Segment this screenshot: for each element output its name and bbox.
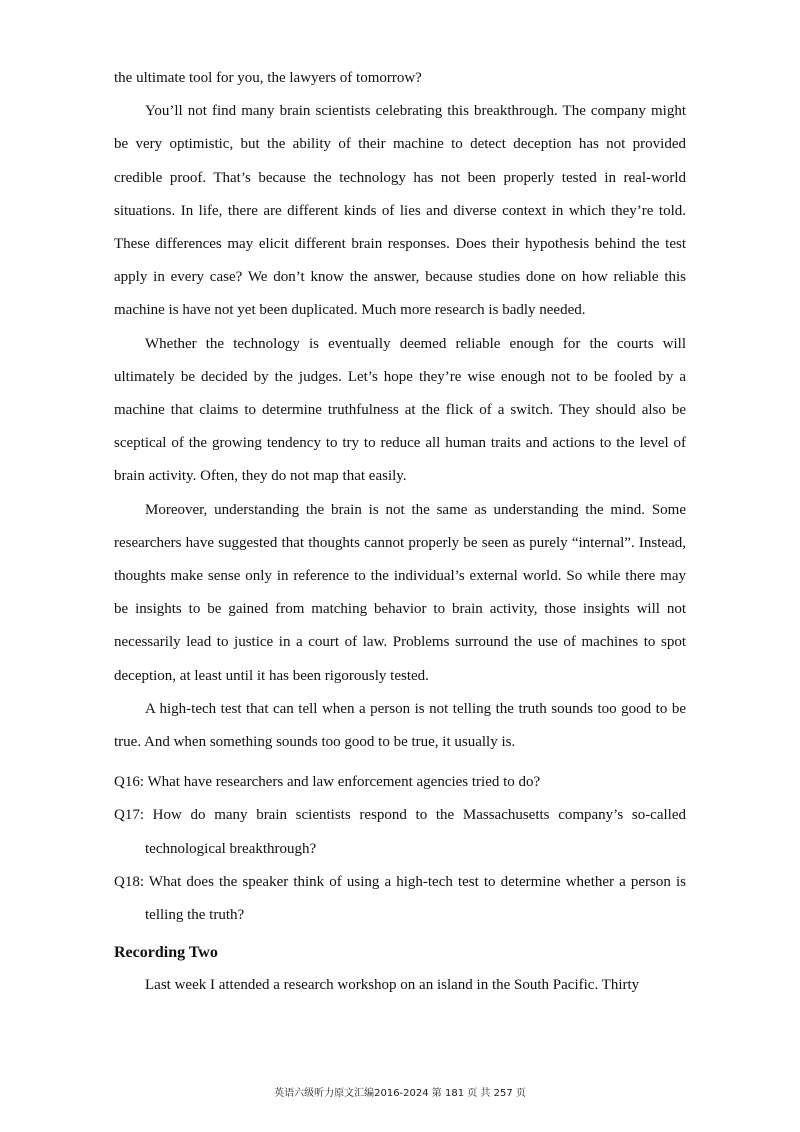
paragraph-mind: Moreover, understanding the brain is not the same as understanding the mind. Some researchers have suggested that thoughts cannot properly be seen as purely “internal”. Instead, thoughts make sense only in reference to the individual’s external world. So while there may be insights to be gained from matching behavior to brain activity, those insights will not necessarily lead to justice in a court of law. Problems surround the use of machines to spot deception, at least until it has been rigorously tested.	[114, 501, 686, 684]
paragraph-brain-scientists: You’ll not find many brain scientists celebrating this breakthrough. The company might be very optimistic, but the ability of their machine to detect deception has not provided credible proof. That’s because the technology has not been properly tested in real-world situations. In life, there are different kinds of lies and diverse context in which they’re told. These differences may elicit different brain responses. Does their hypothesis behind the test apply in every case? We don’t know the answer, because studies done on how reliable this machine is have not yet been duplicated. Much more research is badly needed.	[114, 103, 686, 319]
paragraph-conclusion: A high-tech test that can tell when a person is not telling the truth sounds too good to be true. And when something sounds too good to be true, it usually is.	[114, 700, 686, 751]
section-paragraph: Last week I attended a research workshop on an island in the South Pacific. Thirty	[145, 977, 640, 994]
document-body	[114, 62, 686, 1003]
question-q16: Q16: What have researchers and law enforcement agencies tried to do?	[114, 774, 541, 791]
question-q17: Q17: How do many brain scientists respond to the Massachusetts company’s so-called technological breakthrough?	[114, 807, 686, 857]
page-footer: 英语六级听力原文汇编2016-2024 第 181 页 共 257 页	[274, 1088, 526, 1099]
paragraph-continuation: the ultimate tool for you, the lawyers of tomorrow?	[114, 70, 422, 86]
question-q18: Q18: What does the speaker think of using a high-tech test to determine whether a person is telling the truth?	[114, 873, 686, 924]
section-heading: Recording Two	[114, 944, 218, 962]
question-list	[114, 766, 686, 932]
paragraph-judges: Whether the technology is eventually deemed reliable enough for the courts will ultimately be decided by the judges. Let’s hope they’re wise enough not to be fooled by a machine that claims to determine truthfulness at the flick of a switch. They should also be sceptical of the growing tendency to try to reduce all human traits and actions to the level of brain activity. Often, they do not map that easily.	[114, 335, 686, 485]
